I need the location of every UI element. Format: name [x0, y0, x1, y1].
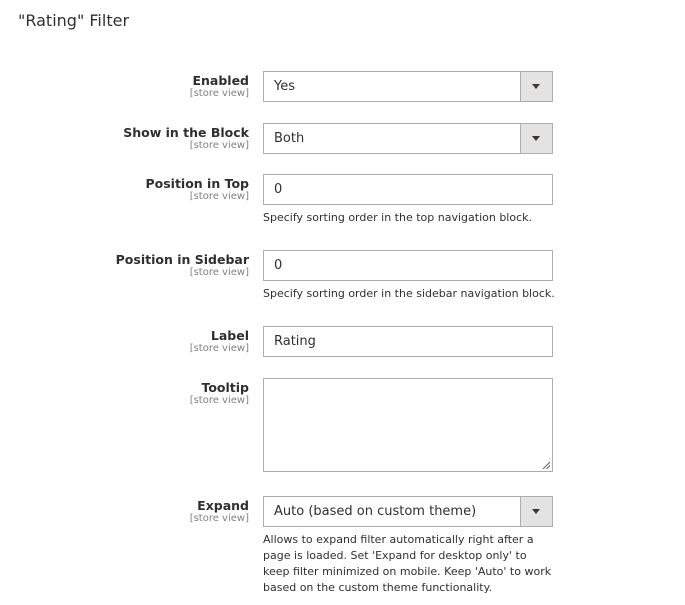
show-in-block-select-value: Both: [274, 131, 305, 146]
resize-grip-icon[interactable]: [542, 461, 550, 469]
show-in-block-select[interactable]: [263, 123, 553, 154]
expand-note: Allows to expand filter automatically right after a page is loaded. Set 'Expand for desktop only' to keep filter minimized on mobile. Keep 'Auto' to work based on the custom theme functionality.: [263, 533, 552, 594]
chevron-down-icon: [532, 136, 540, 141]
position-top-input[interactable]: [263, 174, 553, 205]
position-top-input-value: 0: [274, 182, 283, 197]
field-label-group: [0, 125, 249, 152]
expand-select-value: Auto (based on custom theme): [274, 504, 477, 519]
field-label-group: [0, 252, 249, 279]
field-label-group: [0, 73, 249, 100]
enabled-select[interactable]: [263, 71, 553, 102]
position-top-note: Specify sorting order in the top navigation block.: [263, 211, 533, 224]
chevron-down-icon: [532, 84, 540, 89]
label-label: Label: [210, 328, 249, 343]
label-input[interactable]: [263, 326, 553, 357]
label-input-value: Rating: [274, 334, 316, 349]
show-in-block-scope: [store view]: [189, 140, 249, 151]
field-label-group: [0, 380, 249, 407]
label-scope: [store view]: [189, 343, 249, 354]
expand-select[interactable]: [263, 496, 553, 527]
field-label-group: [0, 498, 249, 525]
position-sidebar-label: Position in Sidebar: [115, 252, 249, 267]
show-in-block-dropdown-button[interactable]: [520, 124, 552, 153]
expand-label: Expand: [197, 498, 249, 513]
position-sidebar-input-value: 0: [274, 258, 283, 273]
position-sidebar-note: Specify sorting order in the sidebar navigation block.: [263, 287, 555, 300]
enabled-label: Enabled: [192, 73, 249, 88]
field-label-group: [0, 176, 249, 203]
position-top-scope: [store view]: [189, 191, 249, 202]
position-sidebar-input[interactable]: [263, 250, 553, 281]
position-top-label: Position in Top: [145, 176, 249, 191]
field-label-group: [0, 328, 249, 355]
section-title: "Rating" Filter: [18, 11, 130, 30]
enabled-scope: [store view]: [189, 88, 249, 99]
tooltip-label: Tooltip: [201, 380, 249, 395]
tooltip-textarea[interactable]: [263, 378, 553, 472]
show-in-block-label: Show in the Block: [123, 125, 249, 140]
position-sidebar-scope: [store view]: [189, 267, 249, 278]
enabled-select-value: Yes: [274, 79, 295, 94]
chevron-down-icon: [532, 509, 540, 514]
enabled-dropdown-button[interactable]: [520, 72, 552, 101]
expand-scope: [store view]: [189, 513, 249, 524]
expand-dropdown-button[interactable]: [520, 497, 552, 526]
tooltip-scope: [store view]: [189, 395, 249, 406]
